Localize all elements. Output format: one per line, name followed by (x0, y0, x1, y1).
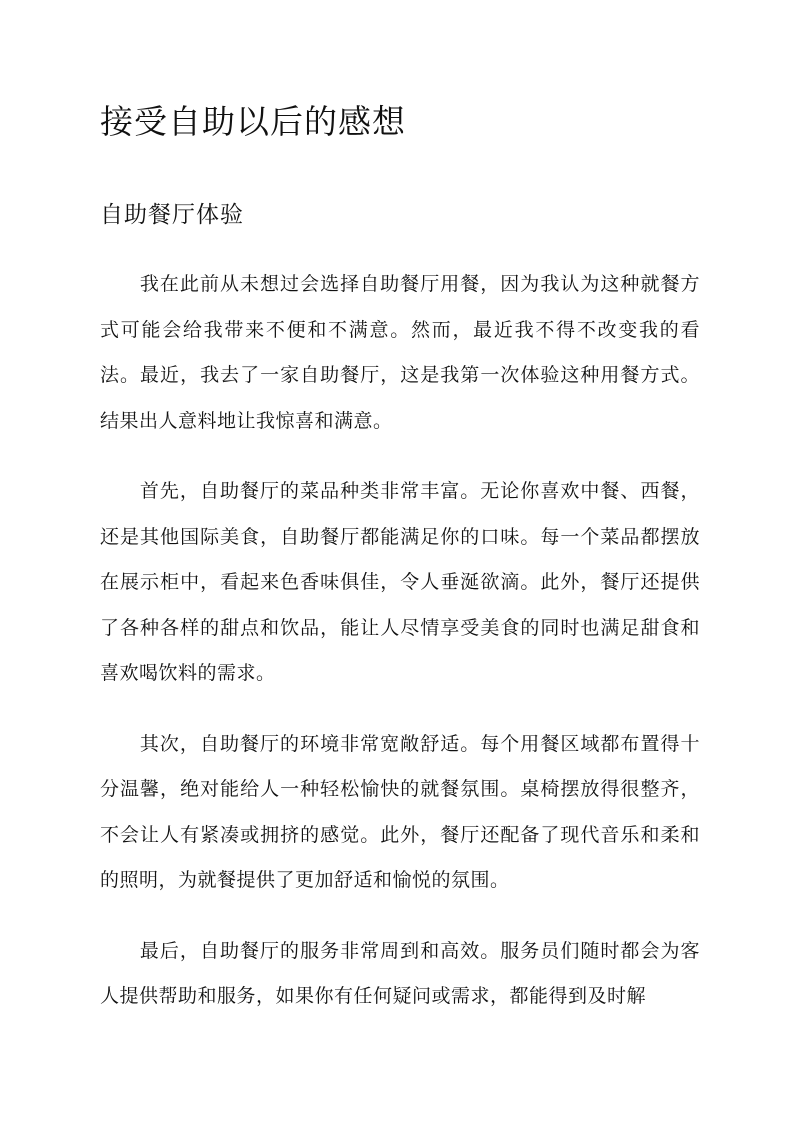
document-title: 接受自助以后的感想 (100, 102, 406, 141)
paragraph-4: 最后，自助餐厅的服务非常周到和高效。服务员们随时都会为客人提供帮助和服务，如果你有任何疑问或需求，都能得到及时解 (100, 939, 700, 1007)
section-heading: 自助餐厅体验 (100, 202, 244, 228)
paragraph-3: 其次，自助餐厅的环境非常宽敞舒适。每个用餐区域都布置得十分温馨，绝对能给人一种轻松愉快的就餐氛围。桌椅摆放得很整齐，不会让人有紧凑或拥挤的感觉。此外，餐厅还配备了现代音乐和柔和的照明，为就餐提供了更加舒适和愉悦的氛围。 (100, 732, 700, 891)
paragraph-1: 我在此前从未想过会选择自助餐厅用餐，因为我认为这种就餐方式可能会给我带来不便和不满意。然而，最近我不得不改变我的看法。最近，我去了一家自助餐厅，这是我第一次体验这种用餐方式。结果出人意料地让我惊喜和满意。 (100, 273, 700, 432)
body-text (100, 262, 700, 1045)
paragraph-2: 首先，自助餐厅的菜品种类非常丰富。无论你喜欢中餐、西餐，还是其他国际美食，自助餐厅都能满足你的口味。每一个菜品都摆放在展示柜中，看起来色香味俱佳，令人垂涎欲滴。此外，餐厅还提供了各种各样的甜点和饮品，能让人尽情享受美食的同时也满足甜食和喜欢喝饮料的需求。 (100, 480, 700, 684)
